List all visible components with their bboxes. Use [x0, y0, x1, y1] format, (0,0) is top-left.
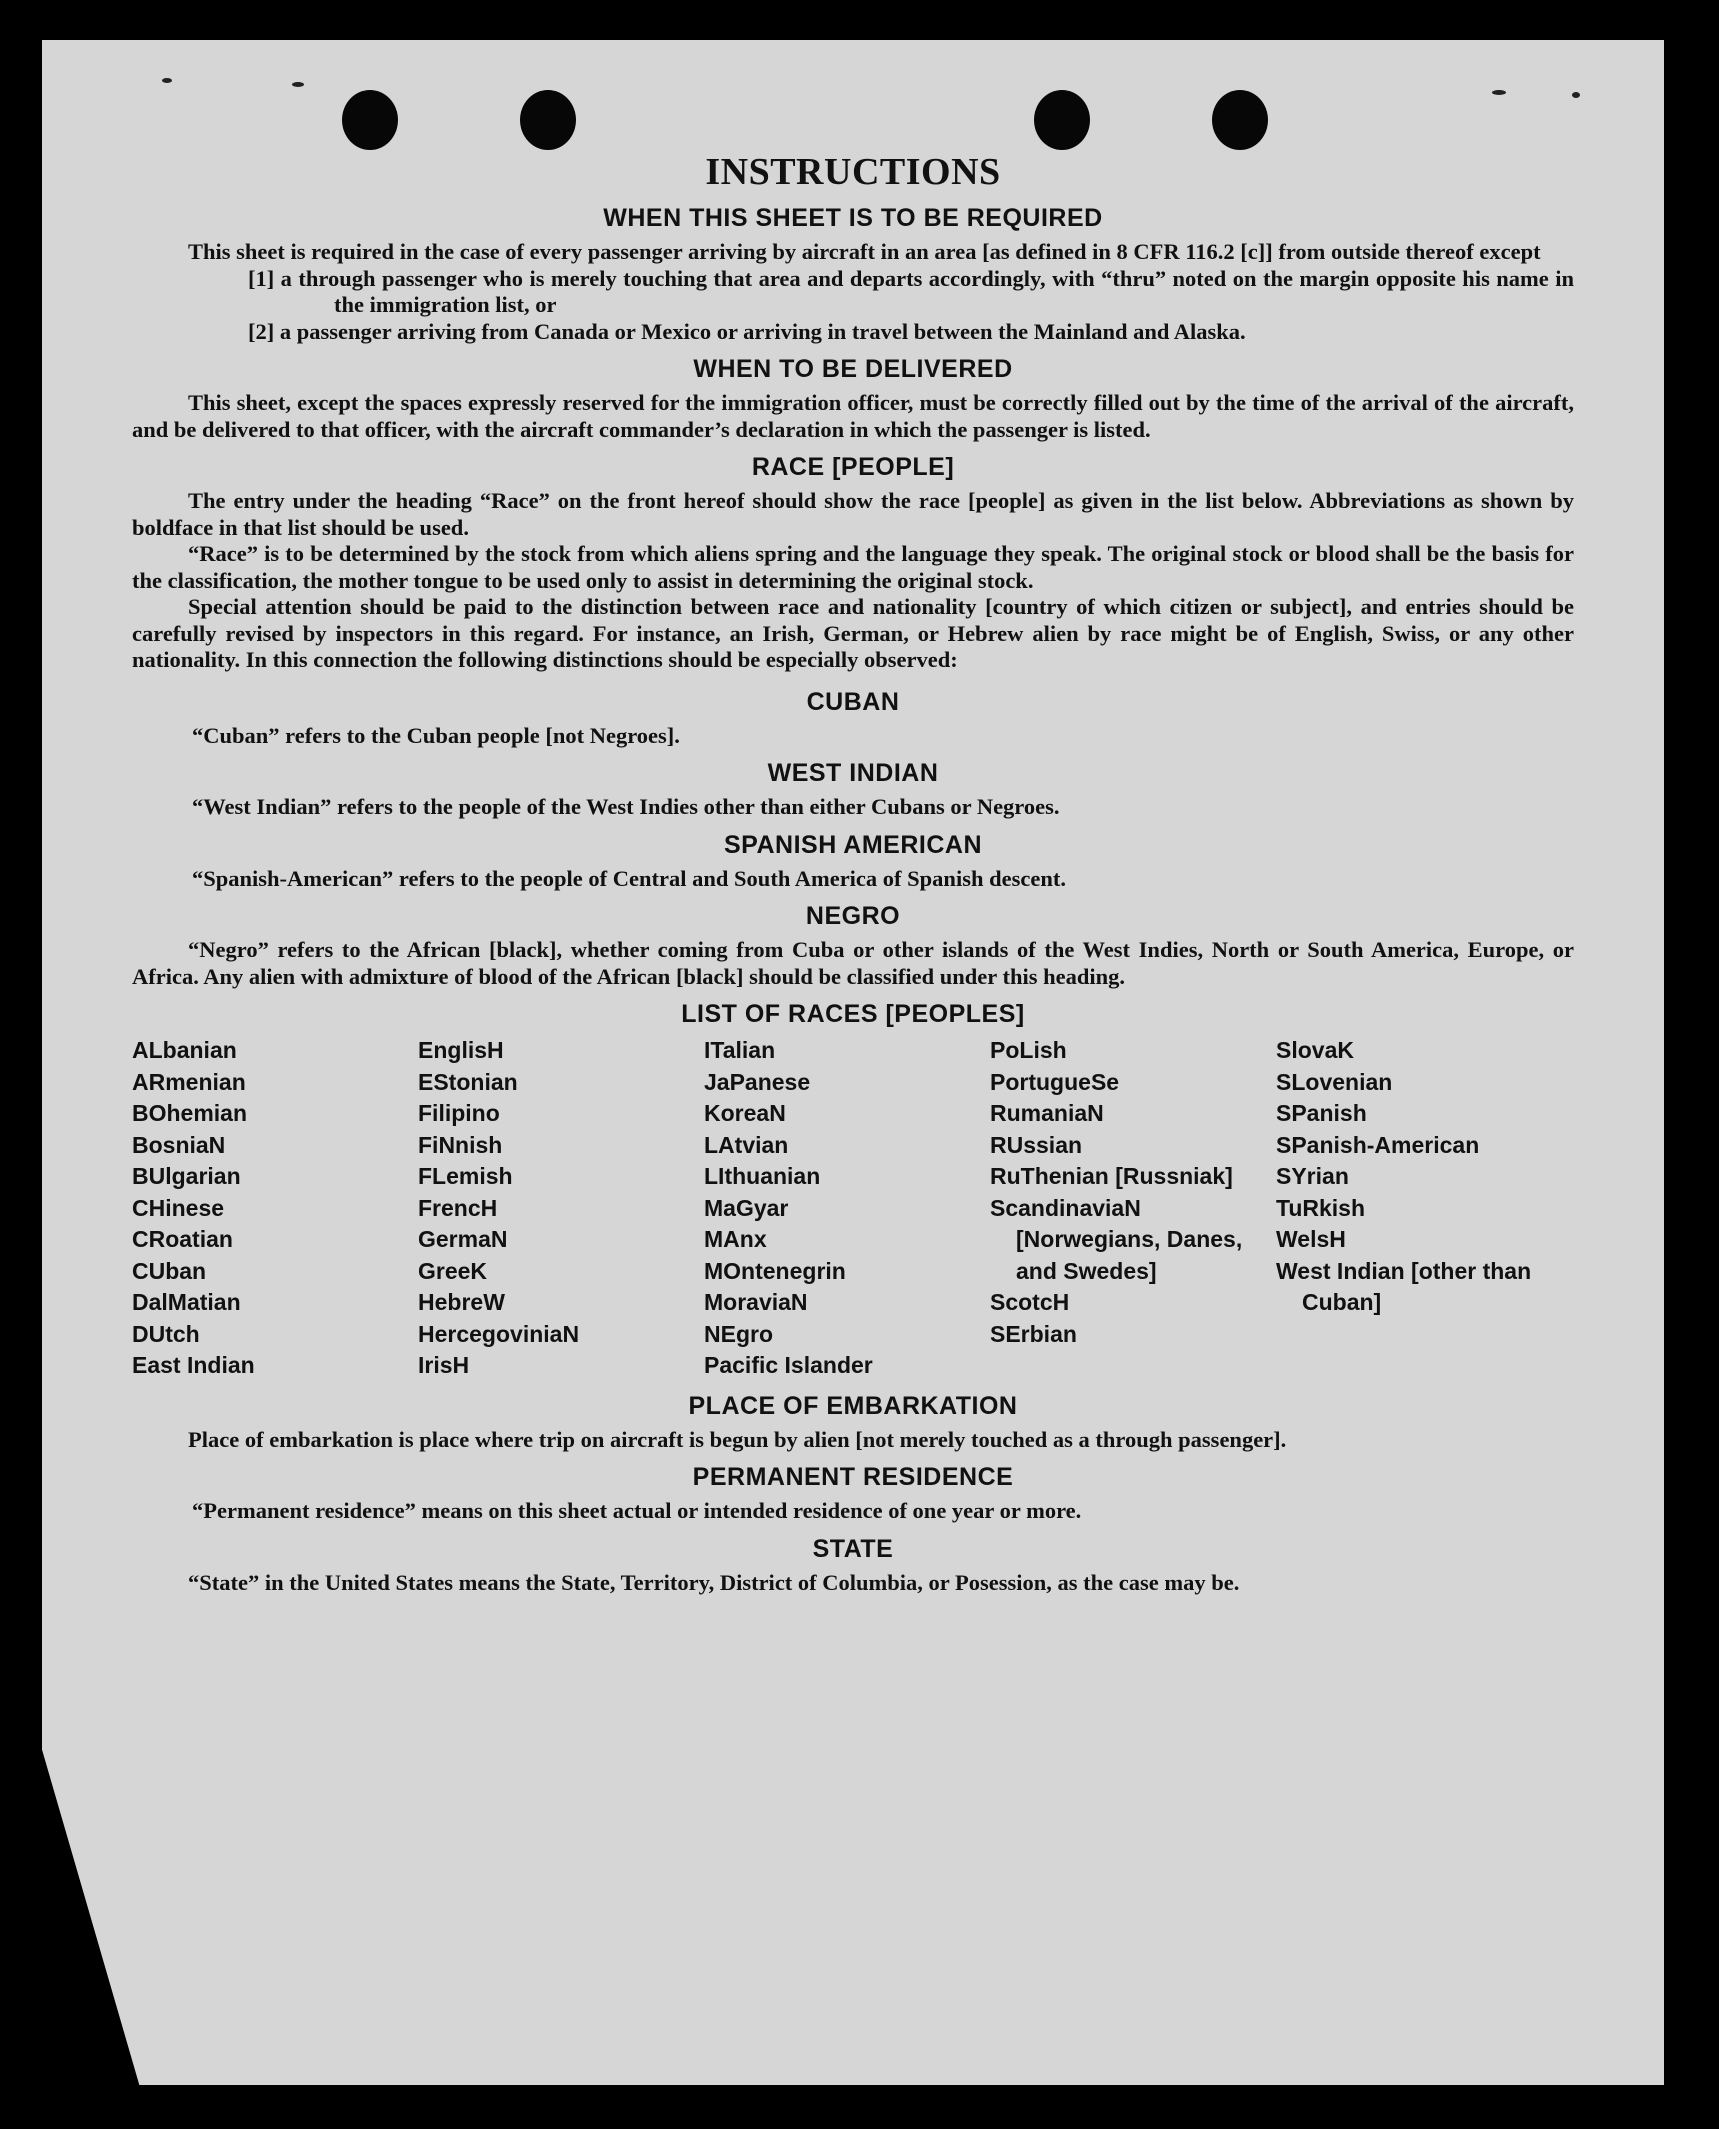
race-entry: LAtvian: [704, 1131, 789, 1158]
list-item: [2] a passenger arriving from Canada or Mexico or arriving in travel between the Mainland and Alaska.: [248, 318, 1246, 344]
section-heading: PLACE OF EMBARKATION: [688, 1391, 1018, 1420]
section-heading: WHEN THIS SHEET IS TO BE REQUIRED: [603, 204, 1103, 232]
race-entry: RumaniaN: [990, 1100, 1104, 1126]
paragraph: This sheet, except the spaces expressly reserved for the immigration officer, must be correctly filled out by the time of the arrival of the aircraft, and be delivered to that officer, with the aircraft commander’s declaration in which the passenger is listed.: [132, 390, 1574, 442]
race-entry: CHinese: [132, 1194, 225, 1221]
section-heading: NEGRO: [805, 902, 901, 930]
paragraph: “Race” is to be determined by the stock from which aliens spring and the language they speak. The original stock or blood shall be the basis for the classification, the mother tongue to be used only to assist in determining the original stock.: [132, 541, 1574, 593]
section-race-list: [132, 1000, 1574, 1382]
paragraph: The entry under the heading “Race” on the front hereof should show the race [people] as given in the list below. Abbreviations as shown by boldface in that list should be used.: [132, 488, 1574, 540]
speck: [1572, 92, 1580, 98]
list-item: [1] a through passenger who is merely touching that area and departs accordingly, with “thru” noted on the margin opposite his name in the immigration list, or: [248, 265, 1574, 317]
section-heading: CUBAN: [806, 687, 900, 716]
paragraph: “West Indian” refers to the people of the West Indies other than either Cubans or Negroes.: [192, 794, 1060, 819]
section-heading: SPANISH AMERICAN: [723, 830, 982, 859]
race-entry: LIthuanian: [704, 1163, 821, 1189]
section-cuban: [132, 688, 1574, 750]
races-table: [132, 1035, 1574, 1382]
race-entry: PortugueSe: [990, 1068, 1120, 1095]
paragraph: Place of embarkation is place where trip on aircraft is begun by alien [not merely touched as a through passenger].: [188, 1426, 1287, 1452]
race-entry: ScandinaviaN [Norwegians, Danes, and Swedes]: [990, 1194, 1243, 1284]
section-negro: [132, 902, 1574, 990]
section-delivered: [132, 355, 1574, 443]
race-entry: MaGyar: [704, 1194, 789, 1221]
race-entry: SErbian: [990, 1320, 1077, 1347]
speck: [1492, 90, 1506, 95]
races-column-3: [704, 1035, 990, 1382]
race-entry: SPanish-American: [1276, 1131, 1480, 1158]
race-entry: GermaN: [418, 1226, 508, 1252]
race-entry: RuThenian [Russniak]: [990, 1163, 1233, 1189]
race-entry: BosniaN: [132, 1131, 226, 1158]
page-title: INSTRUCTIONS: [705, 151, 1001, 193]
race-entry: JaPanese: [704, 1068, 811, 1095]
section-state: [132, 1535, 1574, 1597]
speck: [292, 82, 304, 87]
section-heading: LIST OF RACES [PEOPLES]: [681, 1000, 1025, 1028]
punch-hole-3: [1034, 90, 1090, 150]
section-west-indian: [132, 759, 1574, 821]
race-entry: BOhemian: [132, 1100, 248, 1126]
race-entry: HercegoviniaN: [418, 1320, 580, 1347]
races-column-2: [418, 1035, 704, 1382]
paragraph: “Permanent residence” means on this sheet actual or intended residence of one year or more.: [192, 1498, 1082, 1523]
race-entry: HebreW: [418, 1289, 505, 1315]
race-entry: BUlgarian: [132, 1163, 241, 1189]
race-entry: DalMatian: [132, 1289, 241, 1315]
races-column-1: [132, 1035, 418, 1382]
paragraph: “Cuban” refers to the Cuban people [not Negroes].: [192, 722, 680, 748]
paragraph: “Spanish-American” refers to the people of Central and South America of Spanish descent.: [192, 865, 1066, 891]
punch-hole-4: [1212, 90, 1268, 150]
race-entry: TuRkish: [1276, 1194, 1366, 1221]
race-entry: PoLish: [990, 1037, 1067, 1063]
race-entry: SlovaK: [1276, 1037, 1354, 1063]
race-entry: ARmenian: [132, 1068, 246, 1095]
race-entry: KoreaN: [704, 1100, 786, 1126]
race-entry: West Indian [other than Cuban]: [1276, 1257, 1532, 1315]
race-entry: SPanish: [1276, 1100, 1367, 1126]
paragraph: “State” in the United States means the State, Territory, District of Columbia, or Posession, as the case may be.: [188, 1569, 1240, 1595]
race-entry: SLovenian: [1276, 1068, 1393, 1095]
paragraph: Special attention should be paid to the distinction between race and nationality [country of which citizen or subject], and entries should be carefully revised by inspectors in this regard. For instance, an Irish, German, or Hebrew alien by race might be of English, Swiss, or any other nationality. In this connection the following distinctions should be especially observed:: [132, 594, 1574, 672]
race-entry: DUtch: [132, 1320, 200, 1347]
section-spanish-american: [132, 831, 1574, 893]
race-entry: EnglisH: [418, 1037, 504, 1063]
race-entry: MoraviaN: [704, 1289, 808, 1315]
race-entry: CRoatian: [132, 1226, 233, 1252]
section-heading: STATE: [812, 1534, 894, 1563]
race-entry: IrisH: [418, 1352, 470, 1378]
race-entry: ALbanian: [132, 1037, 237, 1063]
section-heading: PERMANENT RESIDENCE: [692, 1463, 1014, 1491]
race-entry: NEgro: [704, 1320, 773, 1347]
race-entry: MOntenegrin: [704, 1257, 846, 1284]
race-entry: ScotcH: [990, 1289, 1070, 1315]
race-entry: FrencH: [418, 1194, 498, 1221]
section-embarkation: [132, 1392, 1574, 1454]
race-entry: Filipino: [418, 1100, 500, 1126]
race-entry: EStonian: [418, 1068, 518, 1095]
race-entry: RUssian: [990, 1131, 1083, 1158]
punch-hole-1: [342, 90, 398, 150]
section-permanent-residence: [132, 1463, 1574, 1525]
race-entry: East Indian: [132, 1352, 255, 1378]
section-heading: WEST INDIAN: [767, 759, 939, 787]
race-entry: SYrian: [1276, 1163, 1349, 1189]
punch-hole-2: [520, 90, 576, 150]
section-heading: WHEN TO BE DELIVERED: [693, 355, 1013, 383]
race-entry: GreeK: [418, 1257, 488, 1284]
race-entry: ITalian: [704, 1037, 776, 1063]
speck: [162, 78, 172, 83]
race-entry: CUban: [132, 1257, 207, 1284]
race-entry: Pacific Islander: [704, 1352, 873, 1378]
race-entry: MAnx: [704, 1226, 767, 1252]
races-column-5: [1276, 1035, 1562, 1382]
race-entry: FLemish: [418, 1163, 513, 1189]
instructions-content: [132, 150, 1574, 1596]
section-race: [132, 453, 1574, 674]
section-required: [132, 204, 1574, 345]
section-heading: RACE [PEOPLE]: [751, 453, 955, 481]
races-column-4: [990, 1035, 1276, 1382]
paragraph: This sheet is required in the case of every passenger arriving by aircraft in an area [as defined in 8 CFR 116.2 [c]] from outside thereof except: [188, 239, 1541, 264]
race-entry: WelsH: [1276, 1226, 1346, 1252]
paragraph: “Negro” refers to the African [black], whether coming from Cuba or other islands of the West Indies, North or South America, Europe, or Africa. Any alien with admixture of blood of the African [black] should be classified under this heading.: [132, 937, 1574, 989]
race-entry: FiNnish: [418, 1131, 503, 1158]
